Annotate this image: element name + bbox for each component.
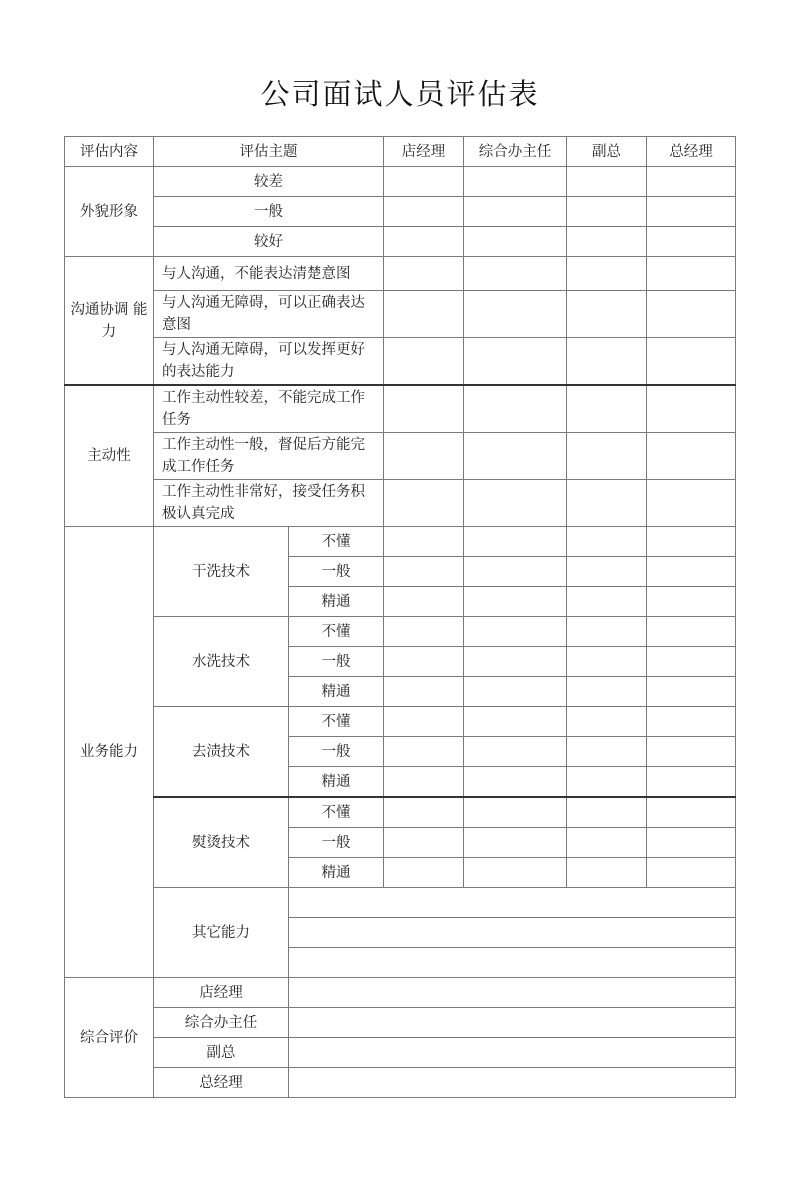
score-cell[interactable]	[464, 338, 567, 386]
appearance-option: 较差	[154, 167, 384, 197]
score-cell[interactable]	[647, 527, 736, 557]
overall-comment-cell[interactable]	[289, 1068, 736, 1098]
appearance-option: 较好	[154, 227, 384, 257]
score-cell[interactable]	[647, 707, 736, 737]
score-cell[interactable]	[464, 828, 567, 858]
header-row	[65, 137, 736, 167]
table-row	[65, 888, 736, 918]
score-cell[interactable]	[464, 257, 567, 291]
score-cell[interactable]	[647, 828, 736, 858]
table-row	[65, 707, 736, 737]
communication-label: 沟通协调 能力	[65, 257, 154, 386]
score-cell[interactable]	[567, 338, 647, 386]
score-cell[interactable]	[384, 257, 464, 291]
overall-role: 店经理	[154, 978, 289, 1008]
score-cell[interactable]	[384, 797, 464, 828]
score-cell[interactable]	[647, 338, 736, 386]
score-cell[interactable]	[567, 858, 647, 888]
table-row	[65, 1008, 736, 1038]
score-cell[interactable]	[647, 385, 736, 433]
table-row	[65, 617, 736, 647]
skill-level: 不懂	[289, 707, 384, 737]
skill-name: 熨烫技术	[154, 797, 289, 888]
score-cell[interactable]	[567, 767, 647, 798]
score-cell[interactable]	[384, 828, 464, 858]
skill-level: 不懂	[289, 797, 384, 828]
table-row	[65, 291, 736, 338]
appearance-option: 一般	[154, 197, 384, 227]
score-cell[interactable]	[384, 338, 464, 386]
initiative-option: 工作主动性较差，不能完成工作任务	[154, 385, 384, 433]
skill-level: 不懂	[289, 527, 384, 557]
score-cell[interactable]	[567, 737, 647, 767]
skill-level: 精通	[289, 767, 384, 798]
skill-level: 精通	[289, 858, 384, 888]
initiative-option: 工作主动性非常好，接受任务积极认真完成	[154, 480, 384, 527]
score-cell[interactable]	[647, 557, 736, 587]
score-cell[interactable]	[464, 647, 567, 677]
skill-level: 精通	[289, 677, 384, 707]
score-cell[interactable]	[647, 257, 736, 291]
table-row	[65, 257, 736, 291]
score-cell[interactable]	[567, 587, 647, 617]
score-cell[interactable]	[567, 257, 647, 291]
header-gm: 总经理	[647, 137, 736, 167]
skill-level: 一般	[289, 647, 384, 677]
table-row	[65, 433, 736, 480]
score-cell[interactable]	[384, 677, 464, 707]
score-cell[interactable]	[647, 797, 736, 828]
score-cell[interactable]	[567, 227, 647, 257]
table-row	[65, 527, 736, 557]
score-cell[interactable]	[464, 167, 567, 197]
table-row	[65, 227, 736, 257]
table-row	[65, 385, 736, 433]
score-cell[interactable]	[647, 587, 736, 617]
score-cell[interactable]	[384, 527, 464, 557]
score-cell[interactable]	[464, 707, 567, 737]
header-office-director: 综合办主任	[464, 137, 567, 167]
communication-option: 与人沟通无障碍，可以发挥更好的表达能力	[154, 338, 384, 386]
score-cell[interactable]	[647, 677, 736, 707]
score-cell[interactable]	[464, 197, 567, 227]
score-cell[interactable]	[464, 527, 567, 557]
skill-level: 一般	[289, 557, 384, 587]
overall-comment-cell[interactable]	[289, 978, 736, 1008]
score-cell[interactable]	[384, 385, 464, 433]
initiative-option: 工作主动性一般，督促后方能完成工作任务	[154, 433, 384, 480]
score-cell[interactable]	[464, 677, 567, 707]
table-row	[65, 338, 736, 386]
appearance-label: 外貌形象	[65, 167, 154, 257]
score-cell[interactable]	[647, 480, 736, 527]
skill-name: 干洗技术	[154, 527, 289, 617]
score-cell[interactable]	[647, 617, 736, 647]
score-cell[interactable]	[384, 197, 464, 227]
score-cell[interactable]	[567, 291, 647, 338]
score-cell[interactable]	[647, 291, 736, 338]
skill-level: 一般	[289, 828, 384, 858]
score-cell[interactable]	[647, 737, 736, 767]
score-cell[interactable]	[464, 480, 567, 527]
header-store-manager: 店经理	[384, 137, 464, 167]
score-cell[interactable]	[647, 858, 736, 888]
score-cell[interactable]	[384, 557, 464, 587]
score-cell[interactable]	[647, 647, 736, 677]
communication-option: 与人沟通无障碍，可以正确表达意图	[154, 291, 384, 338]
skill-name: 水洗技术	[154, 617, 289, 707]
evaluation-table	[64, 136, 736, 1098]
score-cell[interactable]	[464, 797, 567, 828]
score-cell[interactable]	[464, 617, 567, 647]
overall-role: 总经理	[154, 1068, 289, 1098]
score-cell[interactable]	[567, 797, 647, 828]
score-cell[interactable]	[567, 433, 647, 480]
score-cell[interactable]	[567, 557, 647, 587]
form-title: 公司面试人员评估表	[260, 77, 540, 111]
score-cell[interactable]	[567, 647, 647, 677]
score-cell[interactable]	[647, 197, 736, 227]
skill-name: 去渍技术	[154, 707, 289, 798]
score-cell[interactable]	[384, 858, 464, 888]
overall-role: 副总	[154, 1038, 289, 1068]
other-ability-line[interactable]	[289, 948, 736, 978]
score-cell[interactable]	[464, 587, 567, 617]
score-cell[interactable]	[464, 433, 567, 480]
other-ability-line[interactable]	[289, 888, 736, 918]
table-row	[65, 197, 736, 227]
table-row	[65, 978, 736, 1008]
score-cell[interactable]	[384, 587, 464, 617]
score-cell[interactable]	[384, 480, 464, 527]
table-row	[65, 480, 736, 527]
score-cell[interactable]	[384, 617, 464, 647]
score-cell[interactable]	[567, 677, 647, 707]
overall-comment-cell[interactable]	[289, 1008, 736, 1038]
overall-label: 综合评价	[65, 978, 154, 1098]
score-cell[interactable]	[567, 527, 647, 557]
score-cell[interactable]	[464, 385, 567, 433]
score-cell[interactable]	[567, 480, 647, 527]
header-deputy-gm: 副总	[567, 137, 647, 167]
score-cell[interactable]	[464, 767, 567, 798]
communication-option: 与人沟通，不能表达清楚意图	[154, 257, 384, 291]
overall-role: 综合办主任	[154, 1008, 289, 1038]
score-cell[interactable]	[464, 291, 567, 338]
skill-level: 不懂	[289, 617, 384, 647]
score-cell[interactable]	[567, 197, 647, 227]
skill-level: 精通	[289, 587, 384, 617]
other-ability-line[interactable]	[289, 918, 736, 948]
table-row	[65, 1038, 736, 1068]
score-cell[interactable]	[464, 737, 567, 767]
table-row	[65, 167, 736, 197]
score-cell[interactable]	[464, 227, 567, 257]
header-content: 评估内容	[65, 137, 154, 167]
header-topic: 评估主题	[154, 137, 384, 167]
business-label: 业务能力	[65, 527, 154, 978]
score-cell[interactable]	[567, 707, 647, 737]
score-cell[interactable]	[647, 227, 736, 257]
table-row	[65, 1068, 736, 1098]
score-cell[interactable]	[384, 291, 464, 338]
score-cell[interactable]	[384, 767, 464, 798]
overall-comment-cell[interactable]	[289, 1038, 736, 1068]
score-cell[interactable]	[567, 167, 647, 197]
score-cell[interactable]	[567, 828, 647, 858]
score-cell[interactable]	[464, 858, 567, 888]
score-cell[interactable]	[647, 167, 736, 197]
score-cell[interactable]	[384, 737, 464, 767]
score-cell[interactable]	[384, 433, 464, 480]
score-cell[interactable]	[647, 767, 736, 798]
score-cell[interactable]	[384, 647, 464, 677]
initiative-label: 主动性	[65, 385, 154, 527]
skill-level: 一般	[289, 737, 384, 767]
score-cell[interactable]	[464, 557, 567, 587]
score-cell[interactable]	[384, 707, 464, 737]
score-cell[interactable]	[647, 433, 736, 480]
other-ability-label: 其它能力	[154, 888, 289, 978]
score-cell[interactable]	[567, 617, 647, 647]
score-cell[interactable]	[567, 385, 647, 433]
score-cell[interactable]	[384, 167, 464, 197]
score-cell[interactable]	[384, 227, 464, 257]
table-row	[65, 797, 736, 828]
